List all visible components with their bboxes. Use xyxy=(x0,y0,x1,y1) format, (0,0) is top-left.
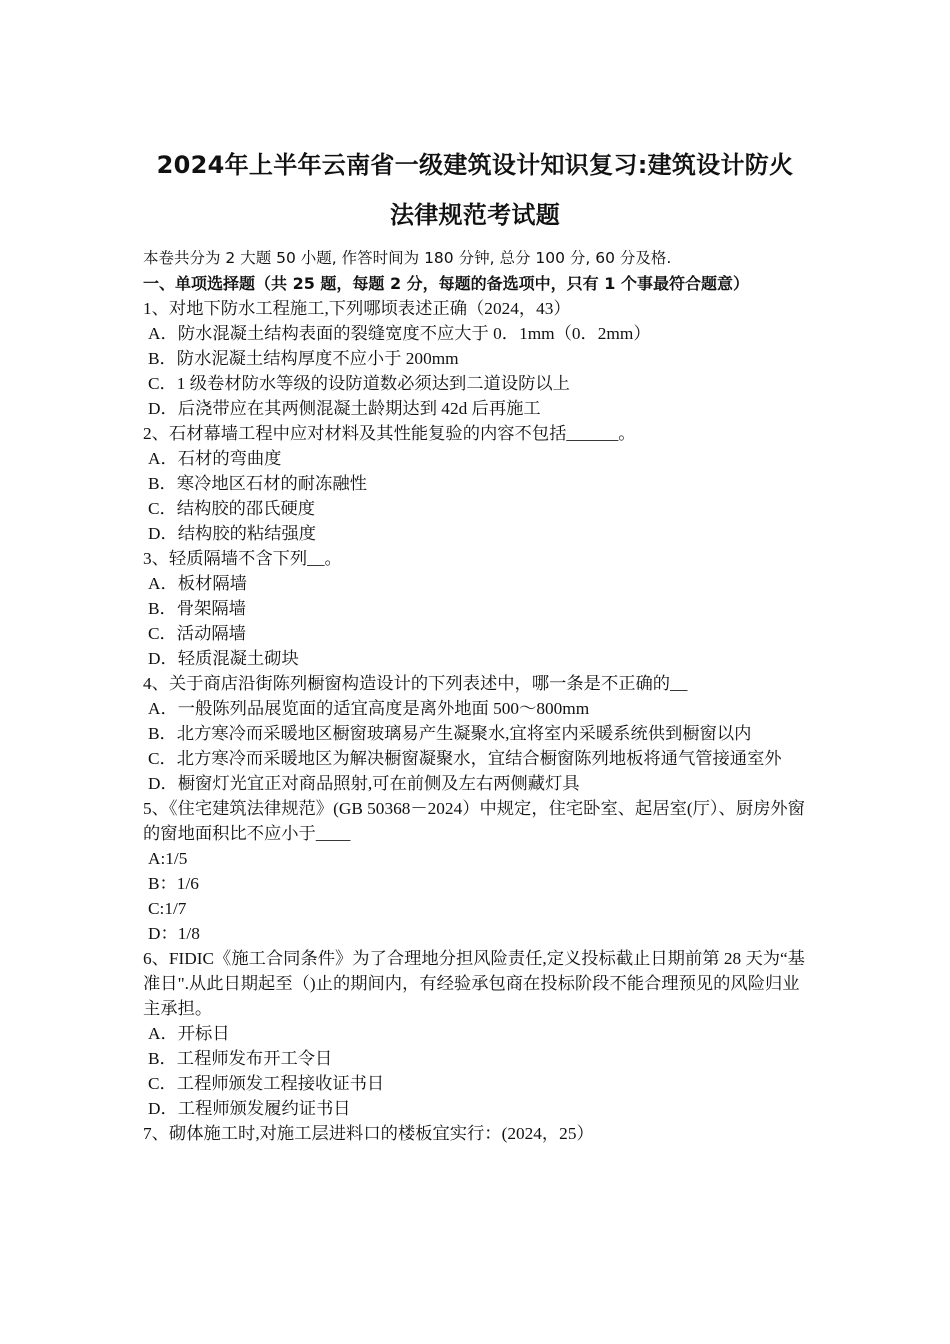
question-6 xyxy=(143,946,813,1121)
option-a: A:1/5 xyxy=(148,849,188,868)
option-b: B．骨架隔墙 xyxy=(148,599,246,618)
question-stem: 2、石材幕墙工程中应对材料及其性能复验的内容不包括______。 xyxy=(143,424,636,443)
page-title-line-2: 法律规范考试题 xyxy=(389,201,561,229)
option-a: A．开标日 xyxy=(148,1024,230,1043)
option-d: D．后浇带应在其两侧混凝土龄期达到 42d 后再施工 xyxy=(148,399,541,418)
option-c: C．活动隔墙 xyxy=(148,624,246,643)
question-4 xyxy=(143,671,813,796)
option-a: A．板材隔墙 xyxy=(148,574,247,593)
option-d: D．橱窗灯光宜正对商品照射,可在前侧及左右两侧藏灯具 xyxy=(148,774,580,793)
question-5 xyxy=(143,796,813,946)
option-a: A．防水混凝土结构表面的裂缝宽度不应大于 0．1mm（0．2mm） xyxy=(148,324,651,343)
document-body xyxy=(143,246,813,1146)
option-a: A．一般陈列品展览面的适宜高度是离外地面 500～800mm xyxy=(148,699,590,718)
option-d: D：1/8 xyxy=(148,924,200,943)
option-d: D．轻质混凝土砌块 xyxy=(148,649,299,668)
question-7 xyxy=(143,1121,813,1146)
option-c: C．1 级卷材防水等级的设防道数必须达到二道设防以上 xyxy=(148,374,570,393)
option-a: A．石材的弯曲度 xyxy=(148,449,282,468)
option-b: B：1/6 xyxy=(148,874,199,893)
question-stem: 7、砌体施工时,对施工层进料口的楼板宜实行：(2024，25） xyxy=(143,1124,594,1143)
question-2 xyxy=(143,421,813,546)
exam-intro: 本卷共分为 2 大题 50 小题, 作答时间为 180 分钟, 总分 100 分, 60 分及格. xyxy=(143,249,672,267)
option-b: B．寒冷地区石材的耐冻融性 xyxy=(148,474,367,493)
option-d: D．工程师颁发履约证书日 xyxy=(148,1099,351,1118)
option-c: C:1/7 xyxy=(148,899,187,918)
question-stem: 3、轻质隔墙不含下列__。 xyxy=(143,549,342,568)
question-3 xyxy=(143,546,813,671)
question-stem: 1、对地下防水工程施工,下列哪顷表述正确（2024，43） xyxy=(143,299,571,318)
option-c: C．工程师颁发工程接收证书日 xyxy=(148,1074,385,1093)
question-stem: 5、《住宅建筑法律规范》(GB 50368－2024）中规定，住宅卧室、起居室(厅）、厨房外窗的窗地面积比不应小于____ xyxy=(143,799,805,843)
option-b: B．工程师发布开工令日 xyxy=(148,1049,333,1068)
page-title-line-1: 2024年上半年云南省一级建筑设计知识复习:建筑设计防火 xyxy=(156,151,794,179)
question-stem: 6、FIDIC《施工合同条件》为了合理地分担风险责任,定义投标截止日期前第 28 天为“基准日".从此日期起至（)止的期间内，有经验承包商在投标阶段不能合理预见的风险归业主承担。 xyxy=(143,949,805,1018)
question-1 xyxy=(143,296,813,421)
question-stem: 4、关于商店沿街陈列橱窗构造设计的下列表述中，哪一条是不正确的__ xyxy=(143,674,688,693)
option-c: C．结构胶的邵氏硬度 xyxy=(148,499,316,518)
option-c: C．北方寒冷而采暖地区为解决橱窗凝聚水，宜结合橱窗陈列地板将通气管接通室外 xyxy=(148,749,782,768)
option-b: B．防水泥凝土结构厚度不应小于 200mm xyxy=(148,349,459,368)
option-d: D．结构胶的粘结强度 xyxy=(148,524,317,543)
section-heading: 一、单项选择题（共 25 题，每题 2 分，每题的备选项中，只有 1 个事最符合题意） xyxy=(143,274,749,293)
option-b: B．北方寒冷而采暖地区橱窗玻璃易产生凝聚水,宜将室内采暖系统供到橱窗以内 xyxy=(148,724,752,743)
